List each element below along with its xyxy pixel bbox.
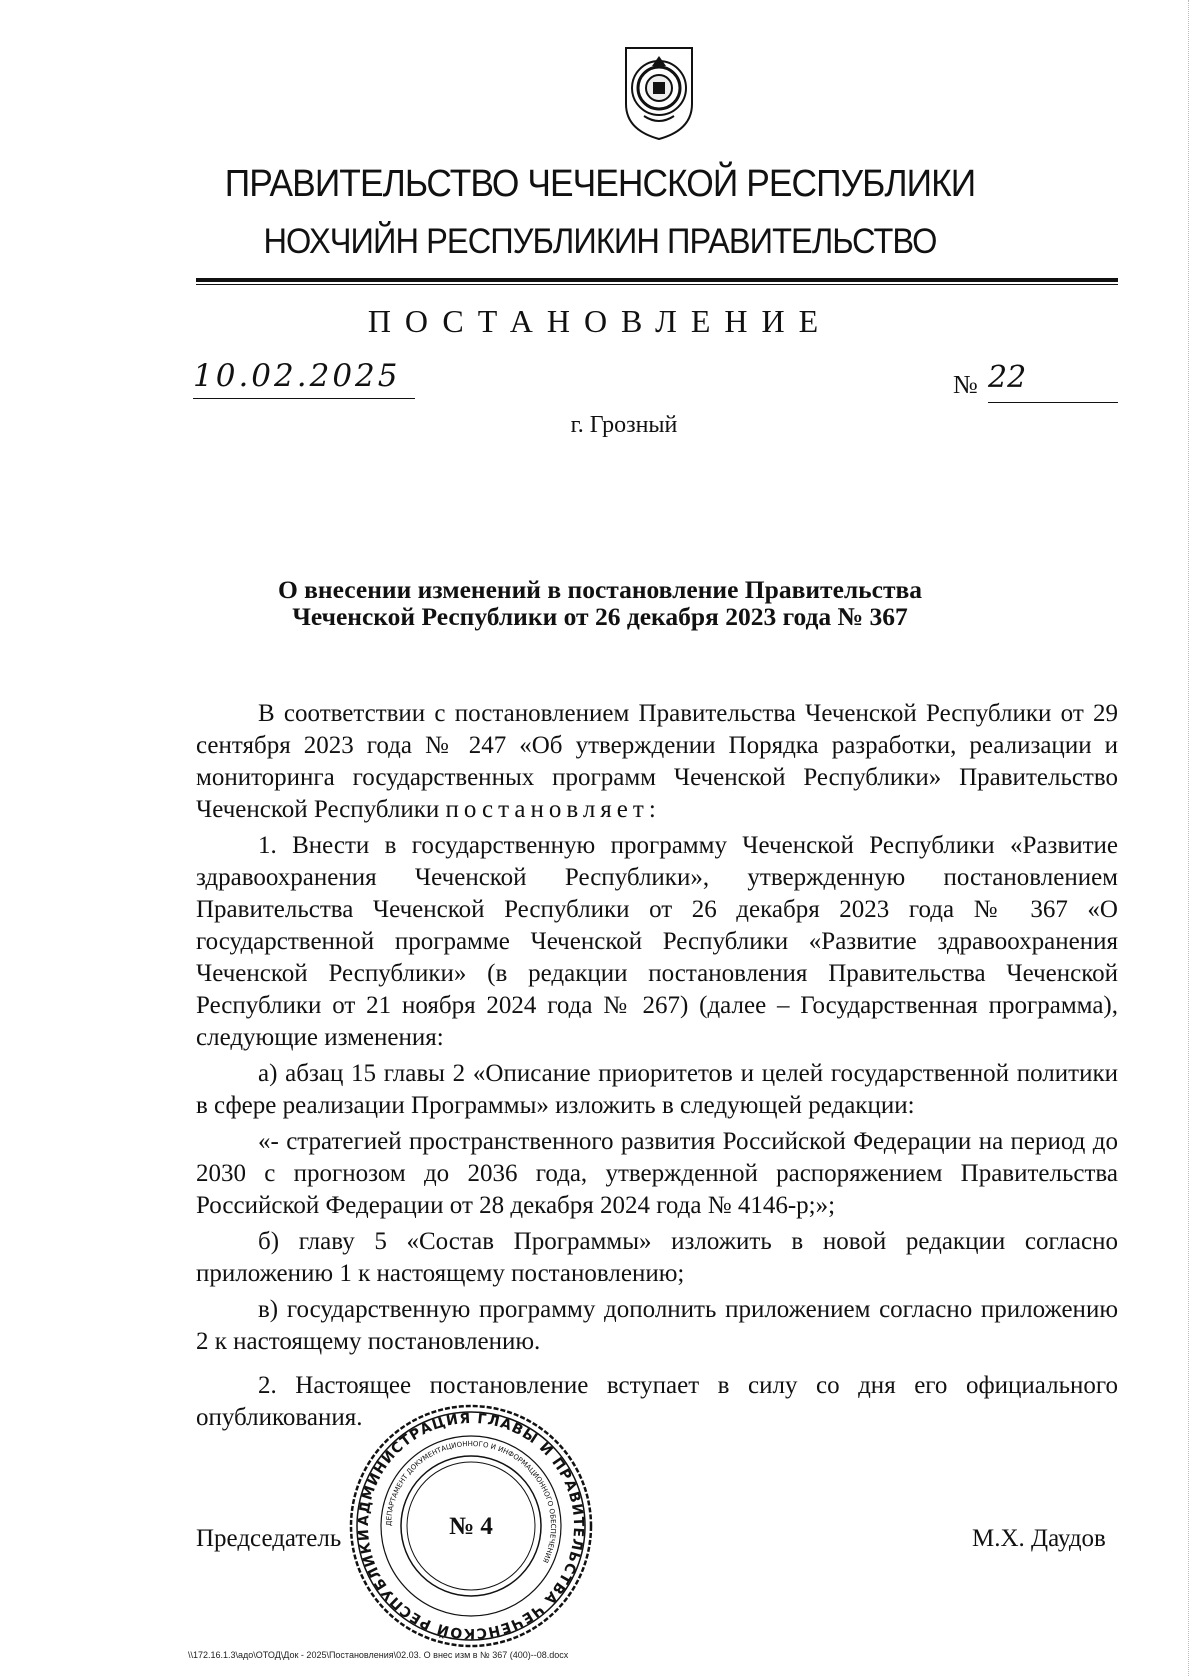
clause-1c: в) государственную программу дополнить приложением согласно приложению 2 к настоящему постановлению.: [196, 1296, 1118, 1355]
header-line-2: НОХЧИЙН РЕСПУБЛИКИН ПРАВИТЕЛЬСТВО: [263, 222, 937, 261]
document-type: ПОСТАНОВЛЕНИЕ: [367, 303, 833, 339]
clause-1b: б) главу 5 «Состав Программы» изложить в новой редакции согласно приложению 1 к настоящему постановлению;: [196, 1228, 1118, 1287]
clause-2: 2. Настоящее постановление вступает в силу со дня его официального опубликования.: [196, 1372, 1118, 1431]
document-date: 10.02.2025: [193, 358, 401, 394]
preamble-verb: постановляет:: [445, 796, 661, 823]
preamble-text: В соответствии с постановлением Правительства Чеченской Республики от 29 сентября 2023 года № 247 «Об утверждении Порядка разработки, реализации и мониторинга государственных программ Чеченской Республики» Правительство Чеченской Республики: [196, 700, 1118, 823]
stamp-number: № 4: [449, 1513, 493, 1540]
header-line-1: ПРАВИТЕЛЬСТВО ЧЕЧЕНСКОЙ РЕСПУБЛИКИ: [224, 163, 976, 205]
svg-text:ДЕПАРТАМЕНТ ДОКУМЕНТАЦИОННОГО: ДЕПАРТАМЕНТ ДОКУМЕНТАЦИОННОГО И ИНФОРМАЦИОННОГО ОБЕСПЕЧЕНИЯ: [384, 1439, 558, 1565]
clause-1a: а) абзац 15 главы 2 «Описание приоритетов и целей государственной политики в сфере реализации Программы» изложить в следующей редакции:: [196, 1060, 1118, 1119]
number-underline: [988, 402, 1118, 403]
number-label: №: [953, 370, 978, 399]
title-line-2: Чеченской Республики от 26 декабря 2023 года № 367: [292, 602, 908, 631]
signer-name: М.Х. Даудов: [972, 1525, 1106, 1552]
scan-edge: [1188, 0, 1193, 1676]
footer-file-path: \\172.16.1.3\адо\ОТОД\Док - 2025\Постановления\02.03. О внес изм в № 367 (400)--08.docx: [188, 1650, 569, 1660]
title-line-1: О внесении изменений в постановление Правительства: [277, 575, 923, 604]
coat-of-arms-icon: [622, 42, 696, 142]
header-rule-thick: [196, 278, 1118, 282]
document-body: [196, 698, 1118, 1434]
preamble-paragraph: [196, 698, 1118, 826]
official-stamp: [348, 1403, 594, 1649]
signer-position: Председатель: [196, 1525, 342, 1552]
header-rule-thin: [196, 284, 1118, 285]
date-underline: [193, 398, 415, 399]
clause-1: 1. Внести в государственную программу Чеченской Республики «Развитие здравоохранения Чеченской Республики», утвержденную постановлением Правительства Чеченской Республики от 26 декабря 2023 года № 367 «О государственной программе Чеченской Республики «Развитие здравоохранения Чеченской Республики» (в редакции постановления Правительства Чеченской Республики от 21 ноября 2024 года № 267) (далее – Государственная программа), следующие изменения:: [196, 832, 1118, 1051]
clause-1a-quote: «- стратегией пространственного развития Российской Федерации на период до 2030 с прогнозом до 2036 года, утвержденной распоряжением Правительства Российской Федерации от 28 декабря 2024 года № 4146-р;»;: [196, 1128, 1118, 1219]
svg-text:АДМИНИСТРАЦИЯ ГЛАВЫ И ПРАВИТЕЛ: АДМИНИСТРАЦИЯ ГЛАВЫ И ПРАВИТЕЛЬСТВА ЧЕЧЕНСКОЙ РЕСПУБЛИКИ: [355, 1410, 587, 1642]
document-title: [0, 576, 1200, 630]
document-number: 22: [988, 360, 1027, 395]
city: г. Грозный: [570, 412, 678, 438]
